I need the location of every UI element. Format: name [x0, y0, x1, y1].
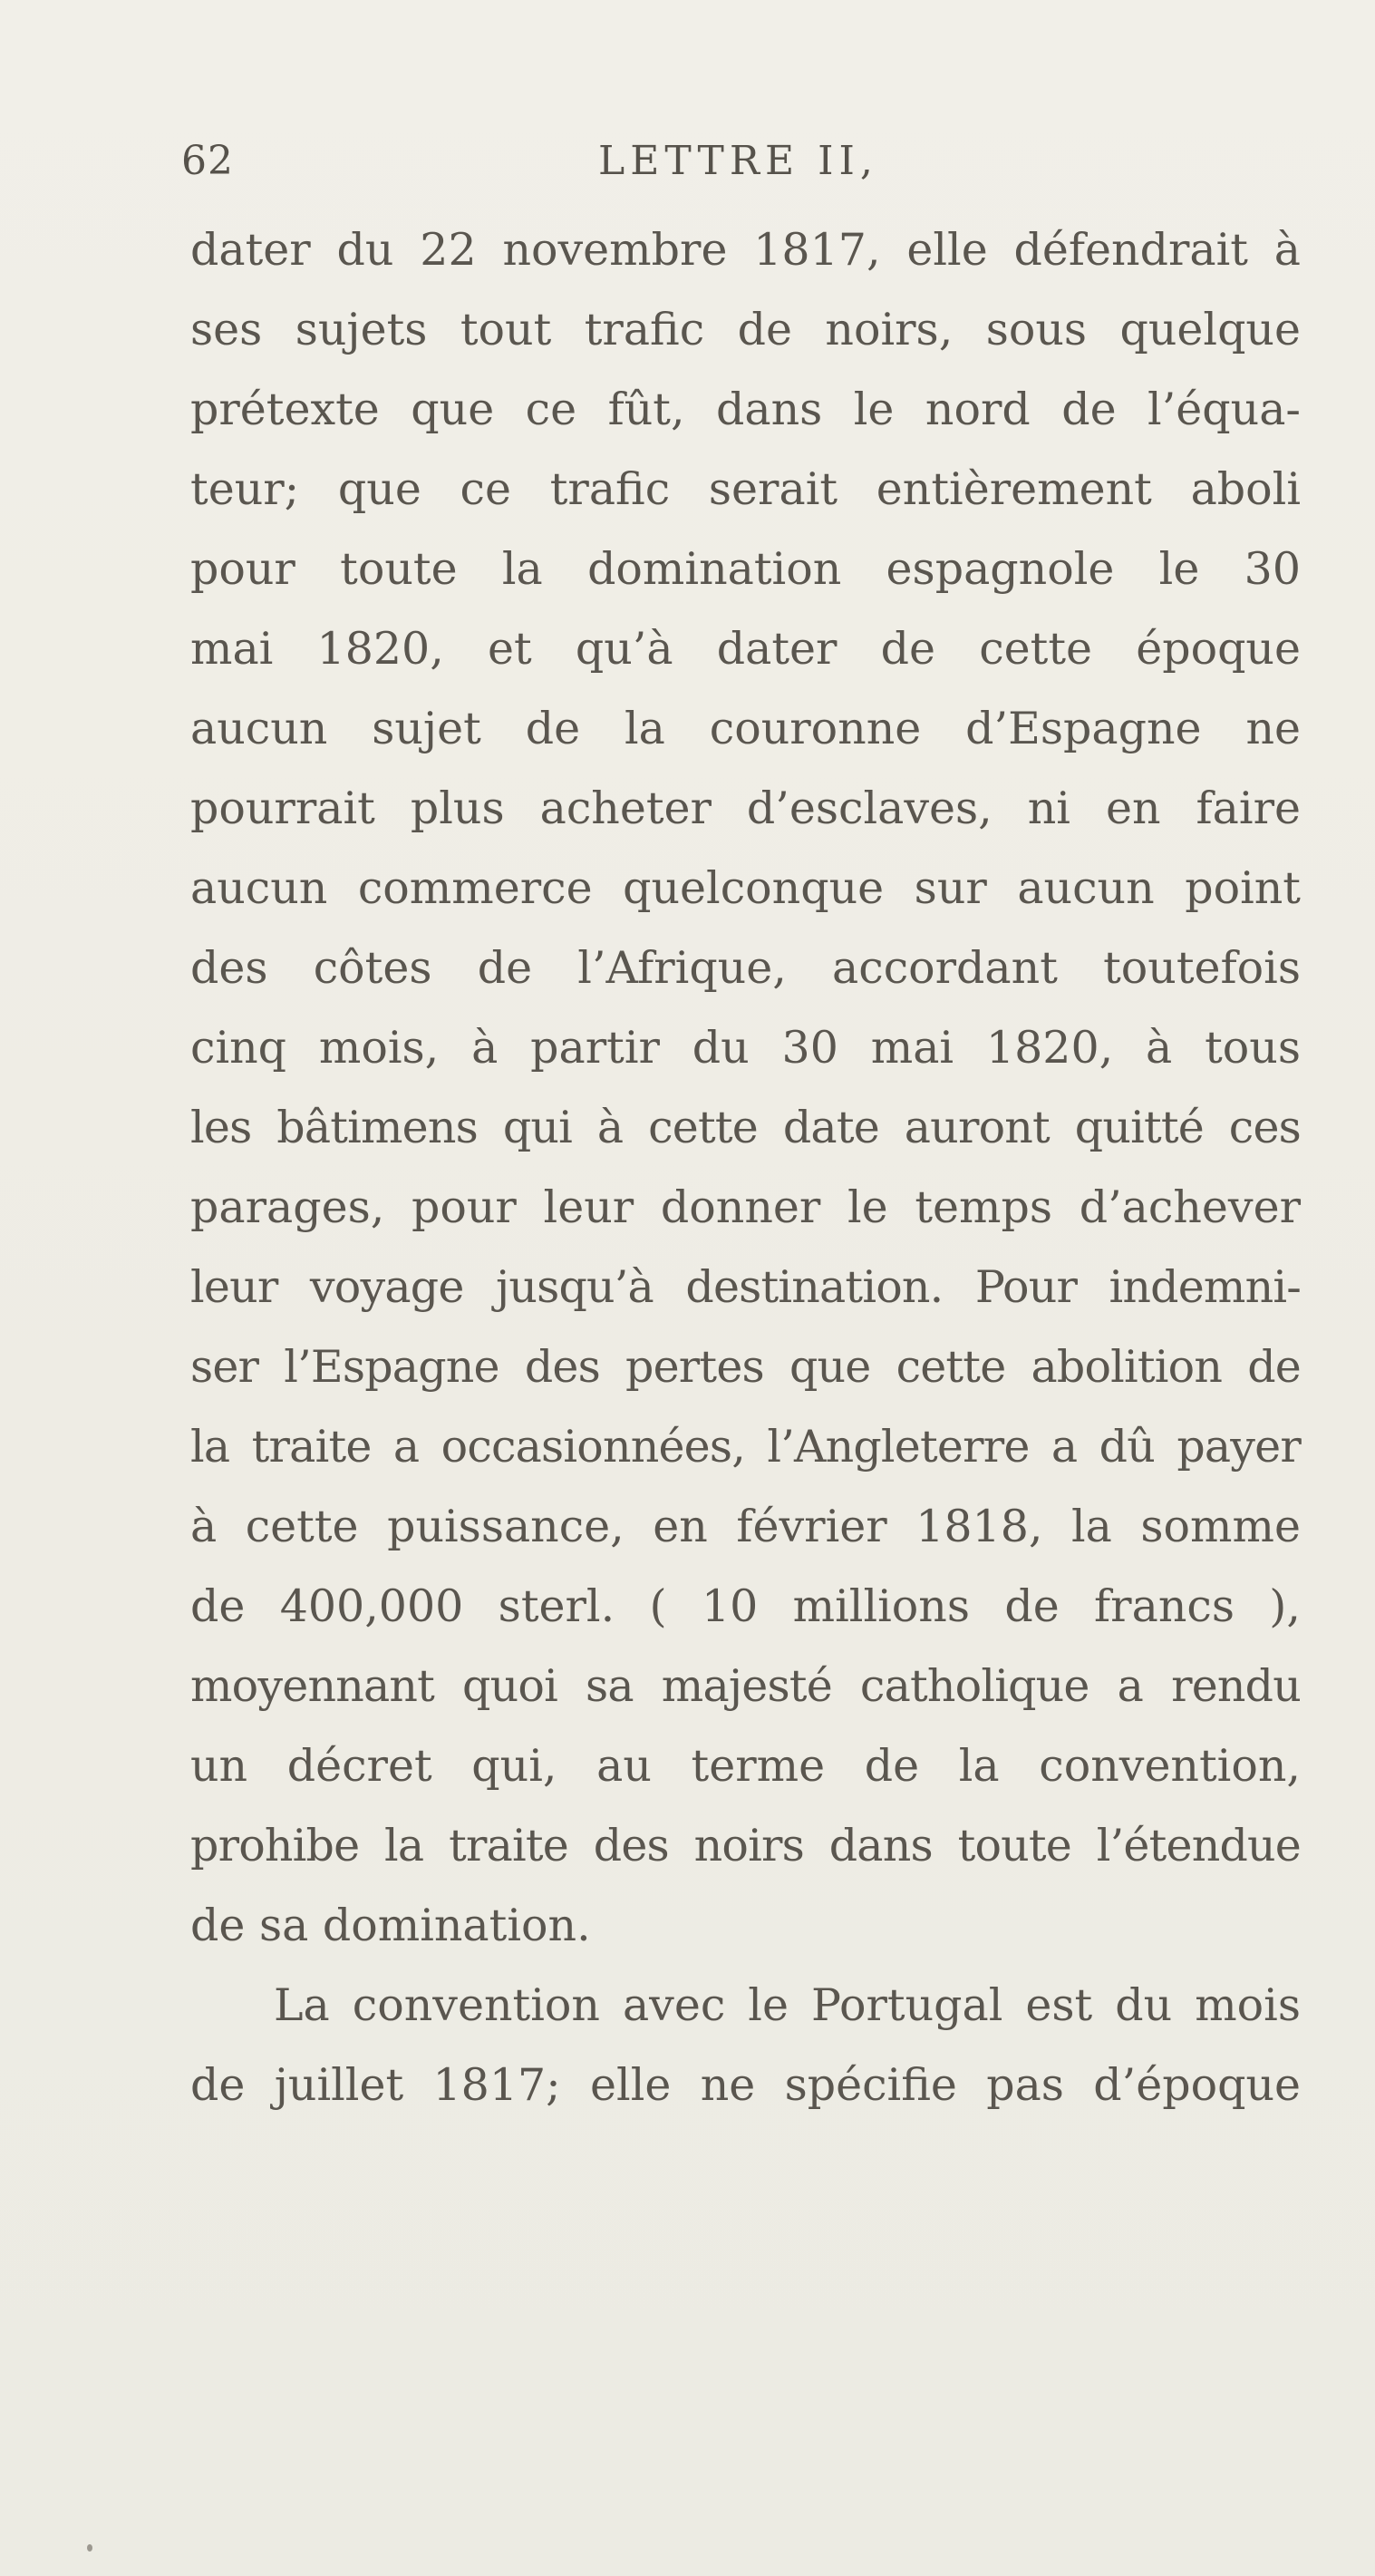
- text-line-20: un décret qui, au terme de la convention,: [190, 1740, 1301, 1792]
- text-line-5: pour toute la domination espagnole le 30: [190, 543, 1301, 595]
- text-line-3: prétexte que ce fût, dans le nord de l’équa-: [190, 384, 1301, 435]
- text-line-12: les bâtimens qui à cette date auront quitté ces: [190, 1102, 1301, 1153]
- text-line-14: leur voyage jusqu’à destination. Pour indemni-: [190, 1261, 1301, 1313]
- page-number: 62: [181, 138, 234, 184]
- text-line-22: de sa domination.: [190, 1900, 591, 1951]
- text-line-1: dater du 22 novembre 1817, elle défendrait à: [190, 224, 1301, 276]
- text-line-11: cinq mois, à partir du 30 mai 1820, à tous: [190, 1022, 1301, 1074]
- text-line-23: La convention avec le Portugal est du mois: [274, 1979, 1301, 2031]
- text-line-21: prohibe la traite des noirs dans toute l’étendue: [190, 1820, 1301, 1871]
- text-line-10: des côtes de l’Afrique, accordant toutefois: [190, 942, 1301, 994]
- text-line-2: ses sujets tout trafic de noirs, sous quelque: [190, 304, 1301, 355]
- text-line-7: aucun sujet de la couronne d’Espagne ne: [190, 703, 1301, 754]
- text-line-8: pourrait plus acheter d’esclaves, ni en faire: [190, 783, 1301, 834]
- text-line-17: à cette puissance, en février 1818, la somme: [190, 1501, 1301, 1552]
- text-line-13: parages, pour leur donner le temps d’achever: [190, 1181, 1301, 1233]
- text-line-19: moyennant quoi sa majesté catholique a rendu: [190, 1660, 1301, 1712]
- body-text: [190, 210, 1301, 2125]
- running-title: LETTRE II,: [598, 138, 878, 184]
- text-line-4: teur; que ce trafic serait entièrement aboli: [190, 463, 1301, 515]
- text-line-18: de 400,000 sterl. ( 10 millions de francs ),: [190, 1580, 1301, 1632]
- text-line-16: la traite a occasionnées, l’Angleterre a dû payer: [190, 1421, 1301, 1473]
- text-line-15: ser l’Espagne des pertes que cette abolition de: [190, 1341, 1301, 1393]
- text-line-6: mai 1820, et qu’à dater de cette époque: [190, 623, 1301, 675]
- running-head: [181, 138, 1287, 192]
- text-line-24: de juillet 1817; elle ne spécifie pas d’époque: [190, 2059, 1301, 2111]
- paper-speck: [87, 2544, 92, 2552]
- text-line-9: aucun commerce quelconque sur aucun point: [190, 862, 1301, 914]
